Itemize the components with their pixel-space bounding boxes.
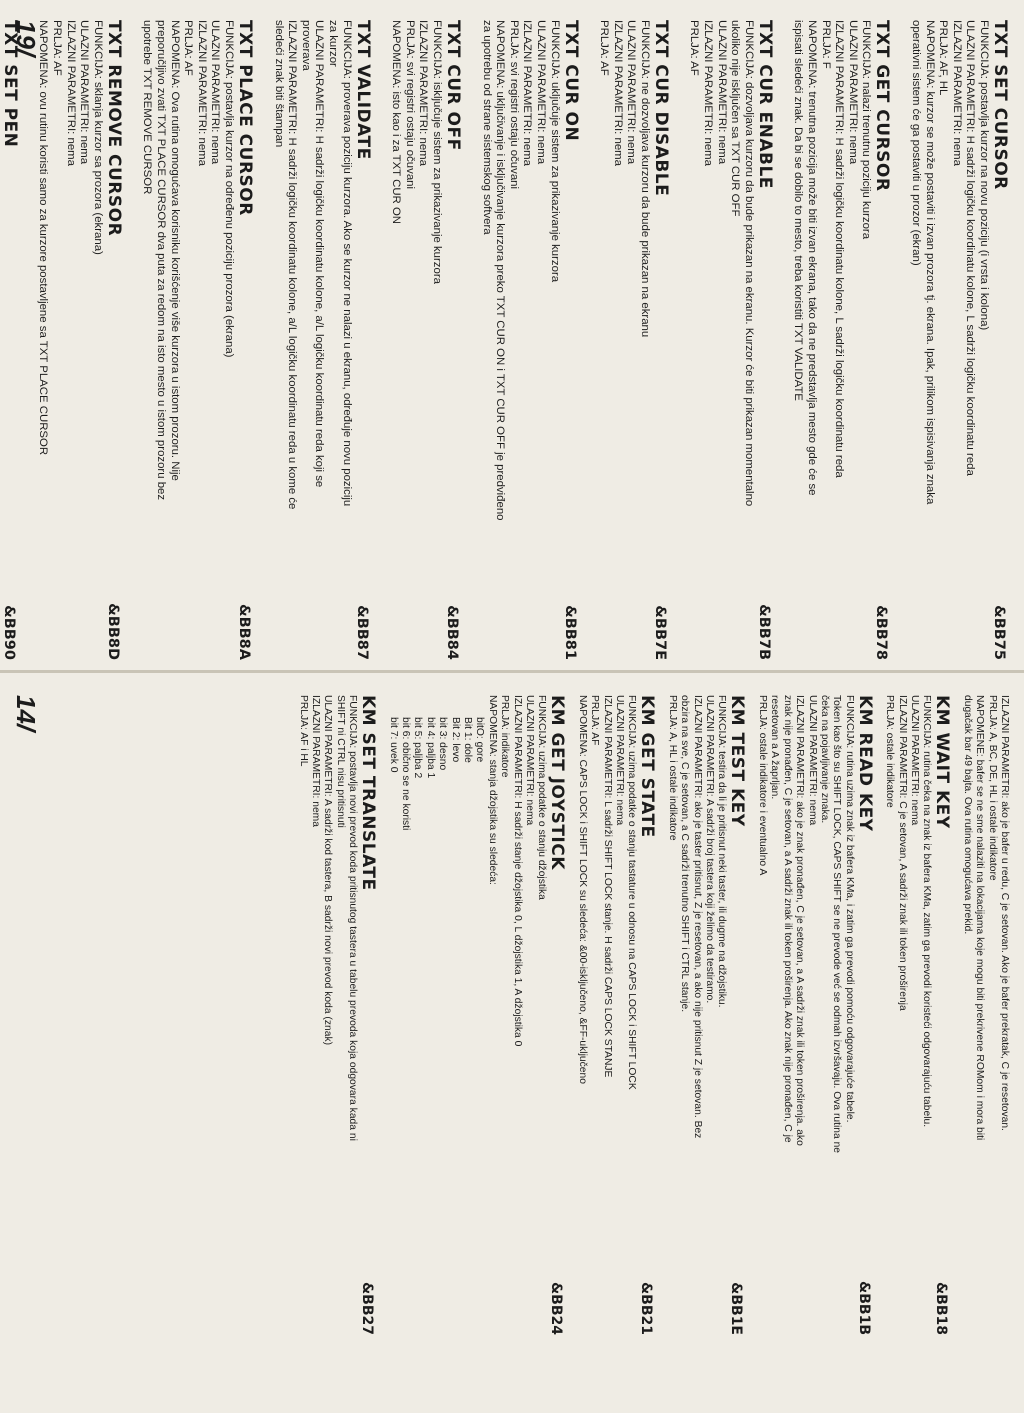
bit-line: bit 7: uvek 0 [387, 717, 399, 773]
text-line: FUNKCIJA: testira da li je pritisnut neki taster, ili dugme na džojstiku. [716, 695, 728, 1008]
text-line: FUNKCIJA: dozvoljava kurzoru da bude prikazan na ekranu. Kurzor će biti prikazan momentalno [742, 20, 755, 507]
routine-section [756, 695, 875, 1335]
text-line: ULAZNI PARAMETRI: A sadrži broj tastera koji želimo da testiramo. [704, 695, 716, 1004]
text-line: FUNKCIJA: nalazi trenutnu poziciju kurzora [860, 20, 873, 240]
text-line: NAPOMENE: bafer se ne sme nalaziti na lokacijama koje mogu biti prekrivene ROMom i mora biti [974, 695, 986, 1141]
text-line: PRLJA: ostale indikatore i eventualno A [756, 695, 768, 876]
text-line: IZLAZNI PARAMETRI: L sadrži SHIFT LOCK stanje. H sadrži CAPS LOCK STANJE [601, 695, 613, 1078]
text-line: FUNKCIJA: postavlja novi prevod koda pritisnutog tastera u tabelu prevoda koja odgovara kada ni [347, 695, 359, 1141]
text-line: ULAZNI PARAMETRI: H sadrži logičku koordinatu kolone, L sadrži logičku koordinatu reda [964, 20, 977, 476]
text-line: IZLAZNI PARAMETRI: nema [195, 20, 208, 166]
text-line: ULAZNI PARAMETRI: nema [806, 695, 818, 826]
routine-title: TXT CUR ENABLE [754, 20, 775, 189]
routine-header [0, 20, 20, 660]
routine-address: &BB27 [359, 1281, 376, 1335]
text-line: operativni sistem će ga postaviti u prozor (ekran) [910, 20, 923, 266]
text-line: FUNKCIJA: uključuje sistem za prikazivanje kurzora [548, 20, 561, 283]
text-line: FUNKCIJA: uzima podatke o stanju džojstika [536, 695, 548, 900]
text-line: ULAZNI PARAMETRI: A sadrži kod tastera, B sadrži novi prevod koda (znak) [322, 695, 334, 1046]
text-line: ULAZNI PARAMETRI: nema [524, 695, 536, 826]
routine-title: TXT VALIDATE [352, 20, 373, 160]
text-line: FUNKCIJA: uzima podatke o stanju tastature u odnosu na CAPS LOCK i SHIFT LOCK [626, 695, 638, 1090]
text-line: PRLJA: AF, HL [937, 20, 950, 96]
text-line: upotrebe TXT REMOVE CURSOR [141, 20, 154, 195]
text-line: IZLAZNI PARAMETRI: nema [521, 20, 534, 166]
routine-address: &BB24 [548, 1281, 565, 1335]
routine-title: TXT SET CURSOR [990, 20, 1010, 190]
text-line: PRLJA: ostale indikatore [884, 695, 896, 808]
text-line: ULAZNI PARAMETRI: nema [908, 695, 920, 826]
text-line: ULAZNI PARAMETRI: nema [715, 20, 728, 165]
routine-title: KM TEST KEY [727, 695, 748, 827]
text-line: ULAZNI PARAMETRI: nema [534, 20, 547, 165]
text-line: FUNKCIJA: rutina čeka na znak iz bafera KMa, zatim ga prevodi koristeći odgovarajuću tabelu. [921, 695, 933, 1128]
routine-address: &BB75 [991, 605, 1007, 660]
text-line: IZLAZNI PARAMETRI: nema [64, 20, 77, 166]
routine-section [908, 20, 1010, 660]
routine-title: TXT REMOVE CURSOR [103, 20, 124, 237]
text-line: FUNKCIJA: ne dozvoljava kurzoru da bude prikazan na ekranu [638, 20, 651, 338]
text-line: IZLAZNI PARAMETRI: ako je taster pritisnut, Z je resetovan, a ako nije pritisnut Z je setovan. Bez [691, 695, 703, 1139]
routine-header [547, 695, 567, 1335]
routine-address: &BB18 [933, 1281, 950, 1335]
routine-title: KM SET TRANSLATE [358, 695, 379, 891]
routine-header [235, 20, 255, 660]
text-line: NAPOMENA: uključivanje i isključivanje kurzora preko TXT CUR ON i TXT CUR OFF je predviđeno [494, 20, 507, 521]
text-line: NAPOMENA: ovu rutinu koristi samo za kurzore postavljene sa TXT PLACE CURSOR [37, 20, 50, 456]
routine-title: TXT CUR OFF [442, 20, 463, 151]
text-line: FUNKCIJA: isključuje sistem za prikazivanje kurzora [430, 20, 443, 284]
page-number: 14/ [11, 695, 41, 732]
text-line: PRLJA: indikatore [499, 695, 511, 778]
routine-address: &BB78 [873, 605, 890, 660]
routine-section [389, 20, 463, 660]
text-line: IZLAZNI PARAMETRI: nema [611, 20, 624, 166]
text-line: NAPOMENA: stanja džojstika su sledeća: [486, 695, 498, 885]
text-line: SHIFT ni CTRL nisu pritisnuti [334, 695, 346, 828]
text-line: PRLJA: F [819, 20, 832, 69]
routine-section [0, 20, 20, 660]
routine-header [651, 20, 671, 660]
routine-title: KM GET JOYSTICK [547, 695, 568, 870]
text-line: IZLAZNI PARAMETRI: nema [950, 20, 963, 166]
text-line: za upotrebu od strane sistemskog softvera [480, 20, 493, 235]
text-line: IZLAZNI PARAMETRI: nema [702, 20, 715, 166]
text-line: PRLJA: AF i HL [297, 695, 309, 767]
routine-header [561, 20, 581, 660]
routine-address: &BB84 [443, 605, 460, 660]
text-line: IZLAZNI PARAMETRI: ako je bafer u redu, C je setovan. Ako je bafer prekratak, C je resetovan. [999, 695, 1010, 1131]
bit-line: bit 5: paljba 2 [412, 717, 424, 779]
text-line: NAPOMENA: trenutna pozicija može biti izvan ekrana, tako da ne predstavlja mesto gde će se [806, 20, 819, 496]
text-line: IZLAZNI PARAMETRI: C je setovan, A sadrži znak ili token proširenja [896, 695, 908, 1011]
text-line: preporučljivo zvati TXT PLACE CURSOR dva puta za redom na isto mesto u istom prozoru bez [155, 20, 168, 501]
routine-header [104, 20, 124, 660]
text-line: ULAZNI PARAMETRI: H sadrži logičku koordinatu kolone, a/L logičku koordinatu reda koji se [313, 20, 326, 488]
text-line: PRLJA: AF [51, 20, 64, 76]
routine-header [872, 20, 892, 660]
routine-title: KM READ KEY [854, 695, 875, 832]
routine-section [479, 20, 581, 660]
routine-section [791, 20, 893, 660]
routine-header [728, 695, 748, 1335]
routine-header [855, 695, 875, 1335]
text-line: obzira na sve, C je setovan, a C sadrži trenutno SHIFT i CTRL stanje. [679, 695, 691, 1013]
routine-address: &BB7E [651, 605, 668, 660]
text-line: IZLAZNI PARAMETRI: nema [309, 695, 321, 827]
routine-section [665, 695, 747, 1335]
text-line: ULAZNI PARAMETRI: nema [209, 20, 222, 165]
routine-title: TXT CUR ON [560, 20, 581, 142]
routine-address: &BB1E [728, 1282, 745, 1335]
text-line: PRLJA: A, BC, DE, HL i ostale indikatore [986, 695, 998, 881]
routine-header [932, 695, 952, 1335]
bit-line: bit 4: paljba 1 [424, 717, 436, 779]
page-fold [0, 670, 1024, 673]
text-line: PRLJA: svi registri ostaju očuvani [403, 20, 416, 190]
routine-section [140, 20, 255, 660]
text-line: dugačak bar 49 bajta. Ova rutina omogućava prekid. [961, 695, 973, 935]
text-line: NAPOMENA: CAPS LOCK i SHIFT LOCK su sledeća: &00-isključeno, &FF-uključeno [576, 695, 588, 1084]
text-line: Token kao što su SHIFT LOCK, CAPS SHIFT se ne prevode već se odmah izvršavaju. Ova rutina ne [831, 695, 843, 1154]
text-line: proverava [299, 20, 312, 71]
routine-section [597, 20, 671, 660]
bit-line: bitO: gore [474, 717, 486, 763]
text-line: FUNKCIJA: rutina uzima znak iz bafera KMa, i zatim ga prevodi pomoću odgovarajuće tabele. [843, 695, 855, 1123]
text-line: IZLAZNI PARAMETRI: H sadrži logičku koordinatu kolone, a/L logičku koordinatu reda u kome će [286, 20, 299, 510]
text-line: ULAZNI PARAMETRI: nema [846, 20, 859, 165]
routine-header [755, 20, 775, 660]
routine-address: &BB90 [0, 605, 17, 660]
text-line: NAPOMENA: isto kao i za TXT CUR ON [390, 20, 403, 225]
text-line: IZLAZNI PARAMETRI: H sadrži stanje džojstika 0, L džojstika 1, A džojstika 0 [511, 695, 523, 1047]
routine-title: TXT CUR DISABLE [650, 20, 671, 197]
text-line: ULAZNI PARAMETRI: nema [78, 20, 91, 165]
routine-title: TXT SET PEN [0, 20, 20, 148]
routine-address: &BB1B [855, 1281, 872, 1335]
text-line: za kurzor [327, 20, 339, 67]
routine-address: &BB21 [638, 1281, 655, 1335]
text-line: ULAZNI PARAMETRI: nema [625, 20, 638, 165]
text-line: PRLJA: AF [589, 695, 601, 746]
text-line: resetovan a A žaprljan. [769, 695, 781, 800]
routine-address: &BB8A [236, 603, 253, 660]
text-line: PRLJA: svi registri ostaju očuvani [507, 20, 520, 190]
routine-title: KM GET STATE [637, 695, 658, 838]
routine-title: TXT GET CURSOR [872, 20, 893, 192]
routine-section [386, 695, 567, 1335]
routine-title: KM WAIT KEY [932, 695, 953, 829]
text-line: čeka na pojavljivanje znaka. [818, 695, 830, 824]
text-line: FUNKCIJA: postavlja kurzor na određenu poziciju prozora (ekrana) [223, 20, 236, 358]
routine-section [883, 695, 953, 1335]
text-line: ispisati sledeći znak. Da bi se dobilo to mesto, treba koristiti TXT VALIDATE [792, 20, 805, 401]
text-line: ULAZNI PARAMETRI: nema [614, 695, 626, 826]
routine-header [443, 20, 463, 660]
text-line: PRLJA: AF [688, 20, 701, 76]
routine-section [687, 20, 775, 660]
routine-header [353, 20, 373, 660]
text-line: PRLJA: AF [182, 20, 195, 76]
routine-header [358, 695, 378, 1335]
bit-line: Bit 2: levo [449, 717, 461, 763]
text-line: FUNKCIJA: proverava poziciju kurzora. Ako se kurzor ne nalazi u ekranu, određuje novu poziciju [340, 20, 353, 507]
routine-header [990, 20, 1010, 660]
routine-header [637, 695, 657, 1335]
text-line: IZLAZNI PARAMETRI: nema [417, 20, 430, 166]
bit-line: bit 3: desno [437, 717, 449, 771]
routine-address: &BB7B [755, 604, 772, 660]
text-line: NAPOMENA: kurzor se može postaviti i izvan prozora tj. ekrana. Ipak, prilikom ispisivanja znaka [923, 20, 936, 505]
text-line: PRLJA: A, HL i ostale indikatore [666, 695, 678, 841]
page-number: 19/ [11, 20, 41, 57]
continuation-block [960, 695, 1010, 1335]
routine-title: TXT PLACE CURSOR [235, 20, 256, 216]
text-line: FUNKCIJA: postavlja kurzor na novu poziciju (i vrsta i kolona) [978, 20, 990, 331]
text-line: ukoliko nije isključen sa TXT CUR OFF [729, 20, 742, 217]
page-14 [10, 695, 1010, 1335]
text-line: NAPOMENA: Ova rutina omogućava korisniku korišćenje više kurzora u istom prozoru. Nije [168, 20, 181, 481]
text-line: sledeći znak biti štampan [272, 20, 285, 148]
routine-section [271, 20, 373, 660]
text-line: znak nije pronađen, C je setovan, a A sadrži znak ili token proširenja. Ako znak nije pronađen, C je [781, 695, 793, 1143]
routine-address: &BB81 [561, 605, 578, 660]
routine-section [36, 20, 124, 660]
routine-address: &BB8D [104, 603, 121, 660]
routine-address: &BB87 [353, 605, 370, 660]
bit-line: bit 6: obično se ne koristi [399, 717, 411, 831]
routine-section [575, 695, 657, 1335]
text-line: IZLAZNI PARAMETRI: ako je znak pronađen, C je setovan, a A sadrži znak ili token proširenja. ako [794, 695, 806, 1146]
text-line: IZLAZNI PARAMETRI: H sadrži logičku koordinatu kolone, L sadrži logičku koordinatu reda [833, 20, 846, 478]
bit-line: Bit 1: dole [462, 717, 473, 763]
page-19 [0, 20, 1010, 660]
routine-section [296, 695, 378, 1335]
text-line: FUNKCIJA: sklanja kurzor sa prozora (ekrana) [91, 20, 104, 255]
text-line: PRLJA: AF [598, 20, 611, 76]
